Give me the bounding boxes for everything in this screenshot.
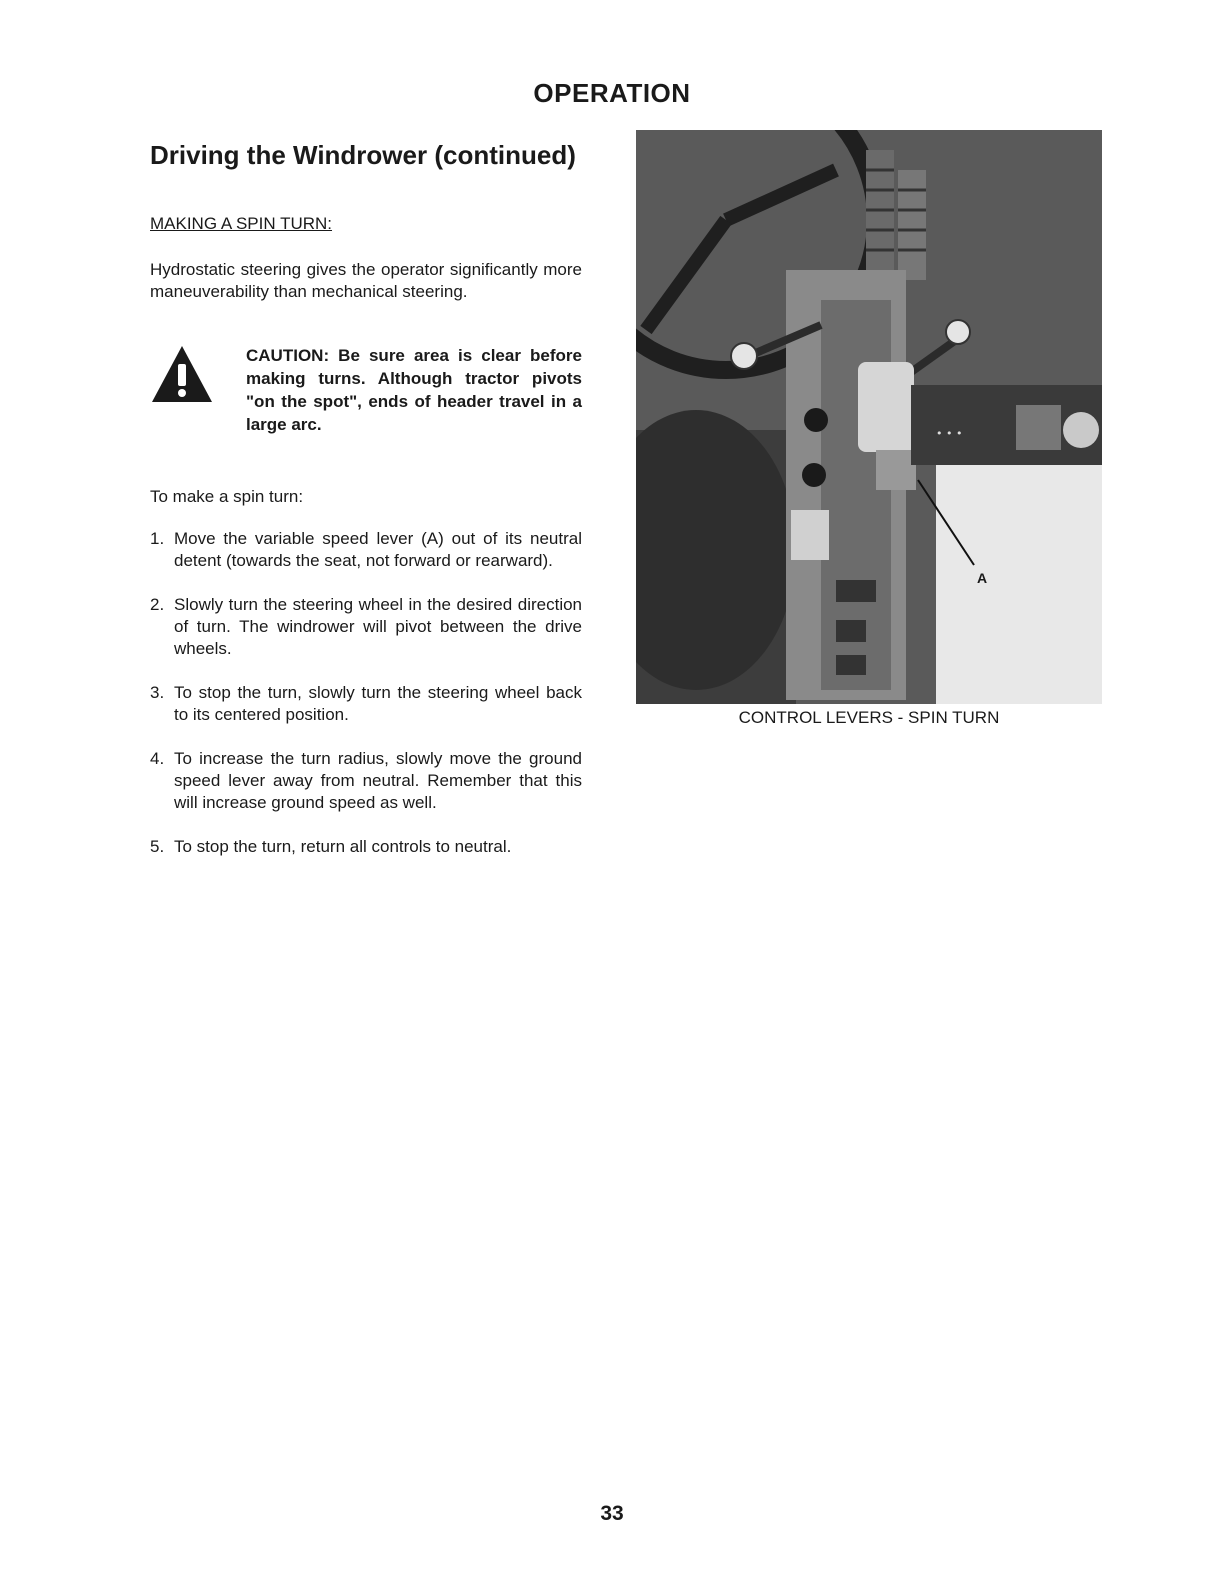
list-item <box>150 836 582 858</box>
warning-triangle-icon <box>150 344 214 404</box>
caution-text: CAUTION: Be sure area is clear before making turns. Although tractor pivots "on the spot", ends of header travel in a large arc. <box>246 346 582 434</box>
callout-label-a: A <box>977 570 988 586</box>
step-text: Move the variable speed lever (A) out of its neutral detent (towards the seat, not forward or rearward). <box>174 529 582 570</box>
list-item <box>150 594 582 660</box>
subheading: MAKING A SPIN TURN: <box>150 214 333 233</box>
caution-block <box>150 344 582 444</box>
lead-in-text: To make a spin turn: <box>150 487 304 506</box>
step-number: 3. <box>150 683 165 702</box>
list-item <box>150 682 582 726</box>
control-levers-photo <box>636 130 1102 704</box>
step-number: 5. <box>150 837 165 856</box>
section-title: Driving the Windrower (continued) <box>150 140 576 170</box>
step-number: 1. <box>150 529 165 548</box>
control-console-illustration <box>636 130 1102 704</box>
intro-paragraph: Hydrostatic steering gives the operator significantly more maneuverability than mechanical steering. <box>150 260 582 301</box>
page-number: 33 <box>600 1502 624 1525</box>
steps-list <box>150 528 582 880</box>
step-text: To increase the turn radius, slowly move the ground speed lever away from neutral. Remember that this will increase ground speed as well. <box>174 749 582 812</box>
step-text: To stop the turn, return all controls to neutral. <box>174 837 512 856</box>
figure-caption: CONTROL LEVERS - SPIN TURN <box>738 708 1000 727</box>
list-item <box>150 748 582 814</box>
page-header: OPERATION <box>533 78 691 108</box>
step-text: Slowly turn the steering wheel in the desired direction of turn. The windrower will pivot between the drive wheels. <box>174 595 582 658</box>
svg-text:• • •: • • • <box>936 427 963 440</box>
step-number: 2. <box>150 595 165 614</box>
list-item <box>150 528 582 572</box>
step-text: To stop the turn, slowly turn the steering wheel back to its centered position. <box>174 683 582 724</box>
step-number: 4. <box>150 749 165 768</box>
